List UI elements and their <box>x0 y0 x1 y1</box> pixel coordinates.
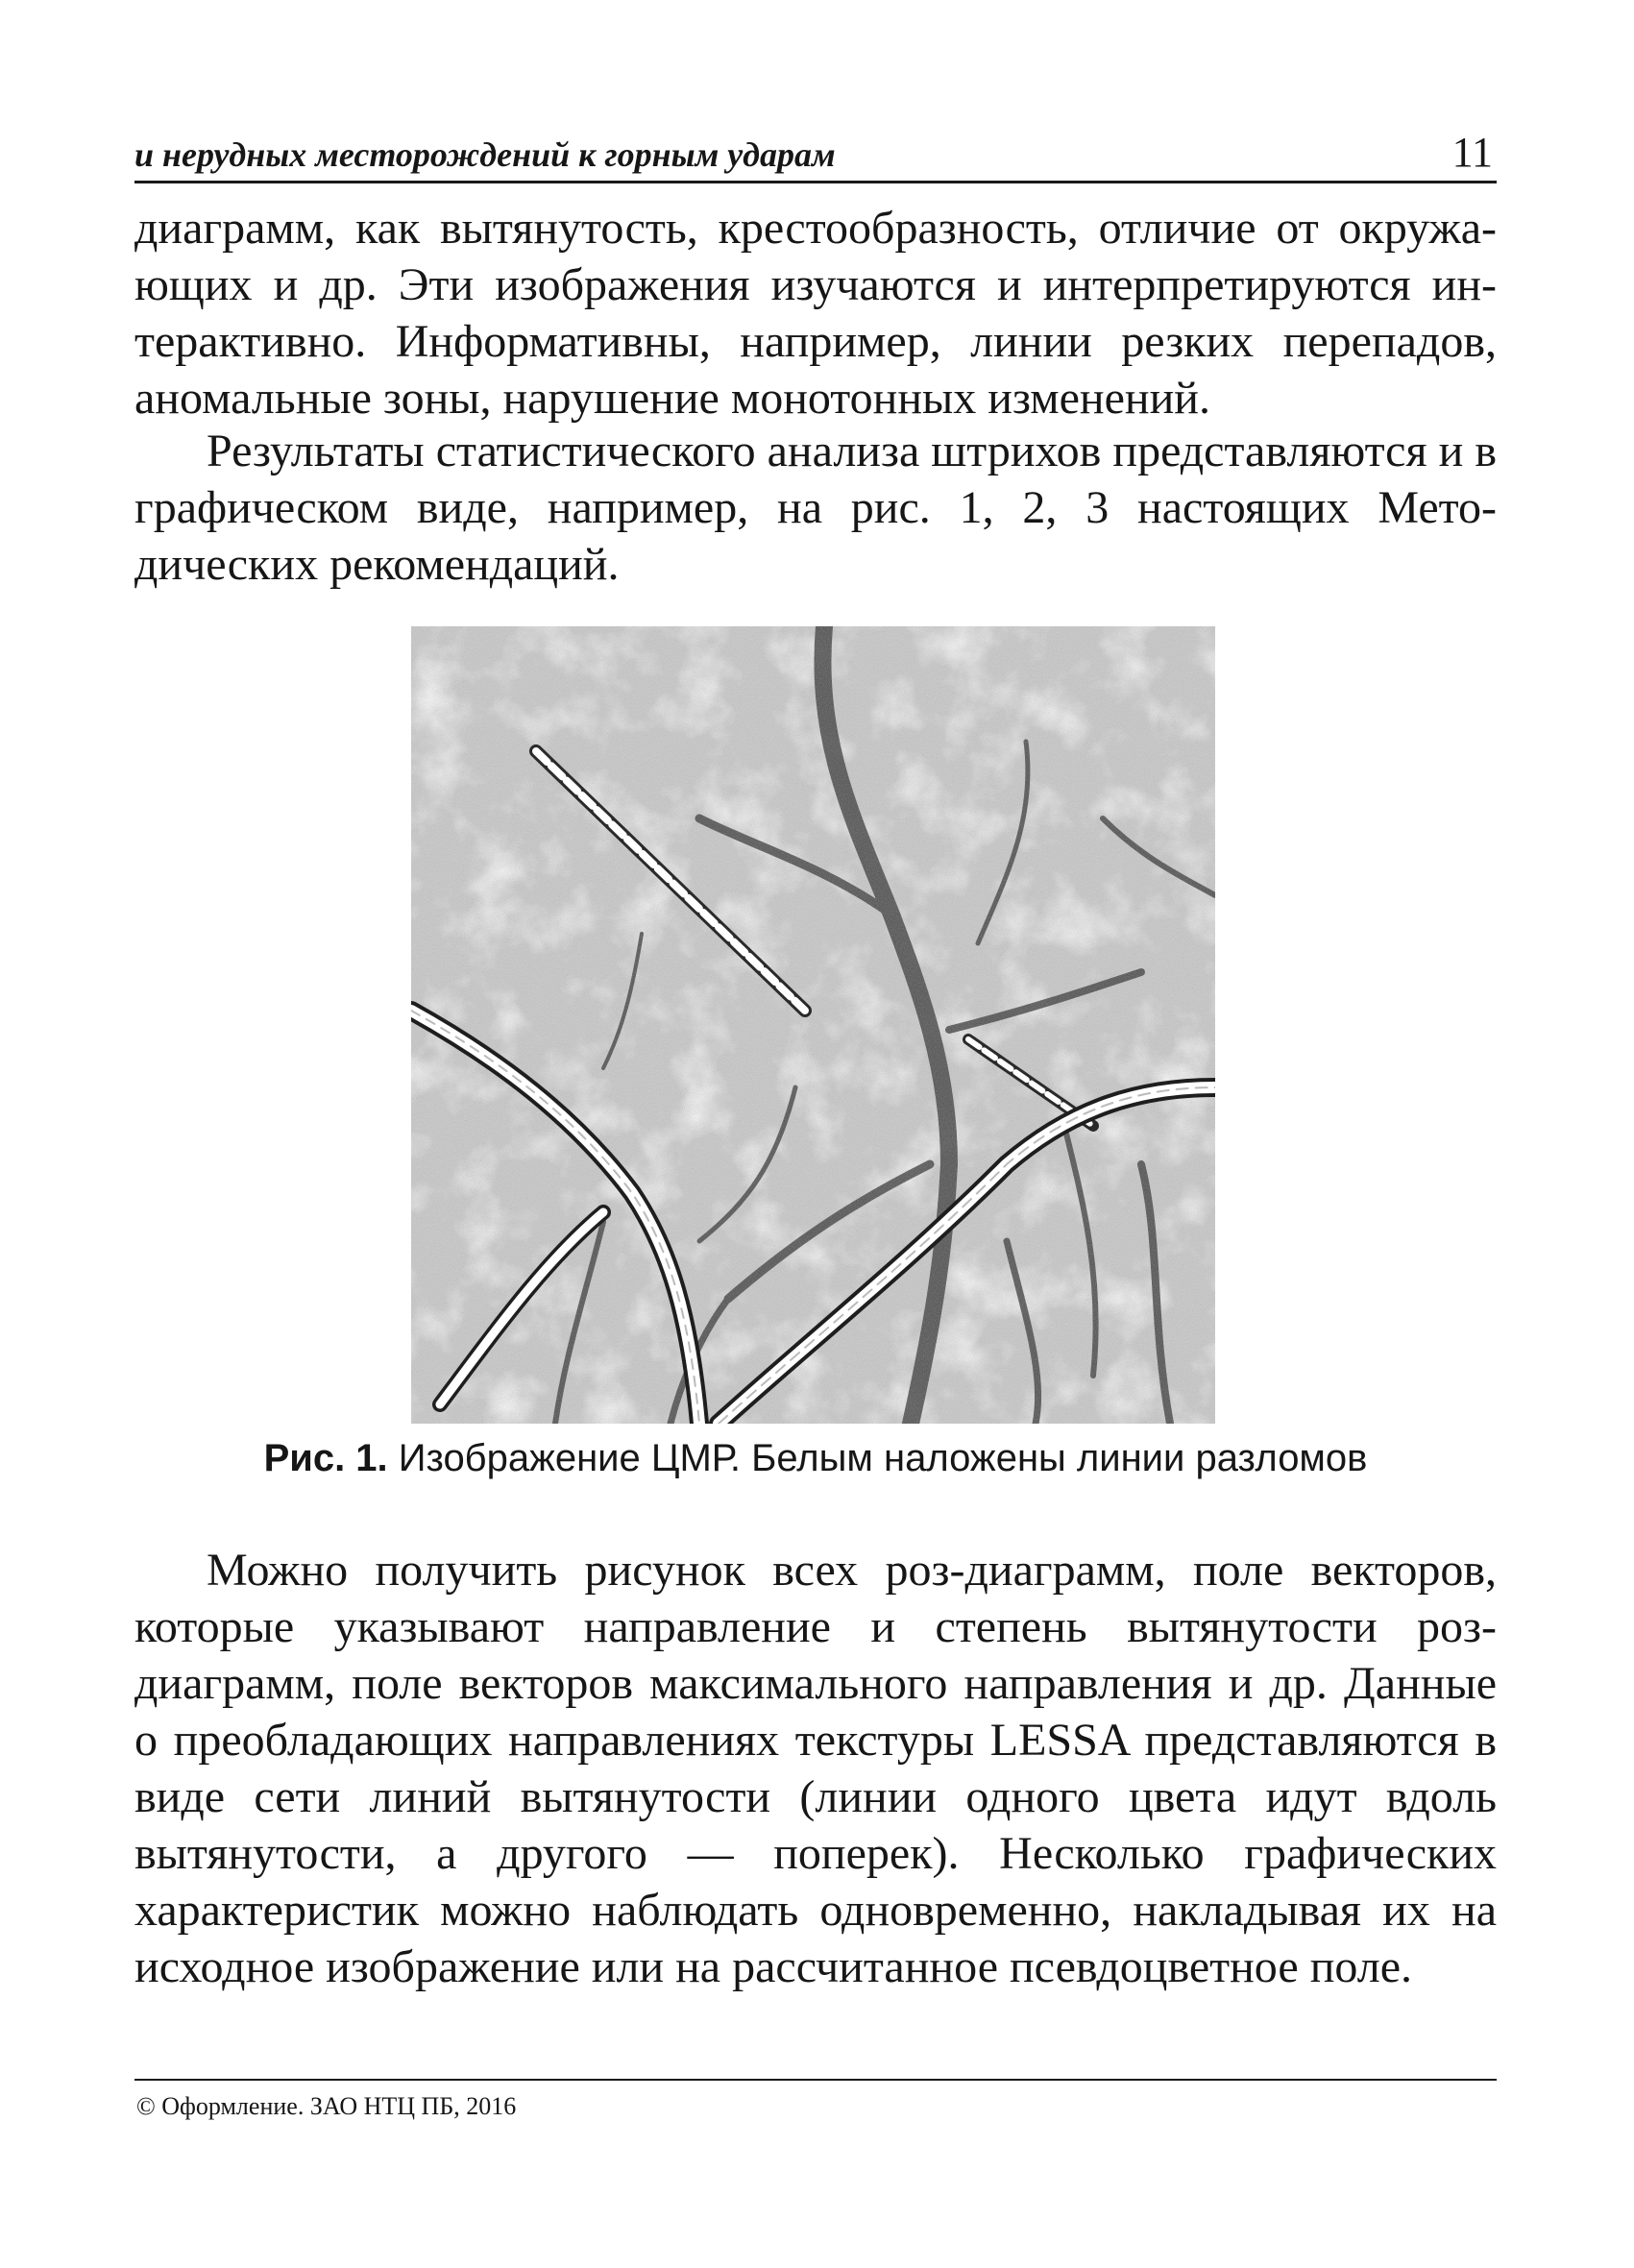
figure-caption-text: Изображение ЦМР. Белым наложены линии разломов <box>398 1437 1368 1479</box>
dem-figure-image <box>411 626 1215 1424</box>
figure-caption <box>134 1437 1497 1480</box>
figure-label: Рис. 1. <box>263 1437 388 1479</box>
paragraph-text: диаграмм, как вытянутость, крестообразность, отличие от окружающих и др. Эти изображения изучаются и интерпретируются интерактивно. Информативны, например, линии резких перепадов, аномальные зоны, нарушение монотонных изменений. <box>134 203 1497 424</box>
paragraph-1 <box>134 200 1497 427</box>
paragraph-text: Можно получить рисунок всех роз-диаграмм, поле векторов, которые указывают направление и степень вытянутости роз-диаграмм, поле векторов максимального направления и др. Данные о преобладающих направлениях текстуры LESSA представляются в виде сети линий вытянутости (линии одного цвета идут вдоль вытянутости, а другого — поперек). Несколько графических характеристик можно наблюдать одновременно, накладывая их на исходное изображение или на рассчитанное псевдоцветное поле. <box>134 1545 1497 1992</box>
running-head <box>134 127 1497 183</box>
paragraph-2 <box>134 423 1497 593</box>
footer-divider <box>134 2079 1497 2081</box>
paragraph-text: Результаты статистического анализа штрихов представляются и в графическом виде, например, на рис. 1, 2, 3 настоящих Методических рекомендаций. <box>134 426 1497 590</box>
page-number: 11 <box>1451 129 1493 176</box>
running-head-title: и нерудных месторождений к горным ударам <box>134 135 836 174</box>
paragraph-3 <box>134 1542 1497 1995</box>
footer-copyright: © Оформление. ЗАО НТЦ ПБ, 2016 <box>136 2092 517 2120</box>
